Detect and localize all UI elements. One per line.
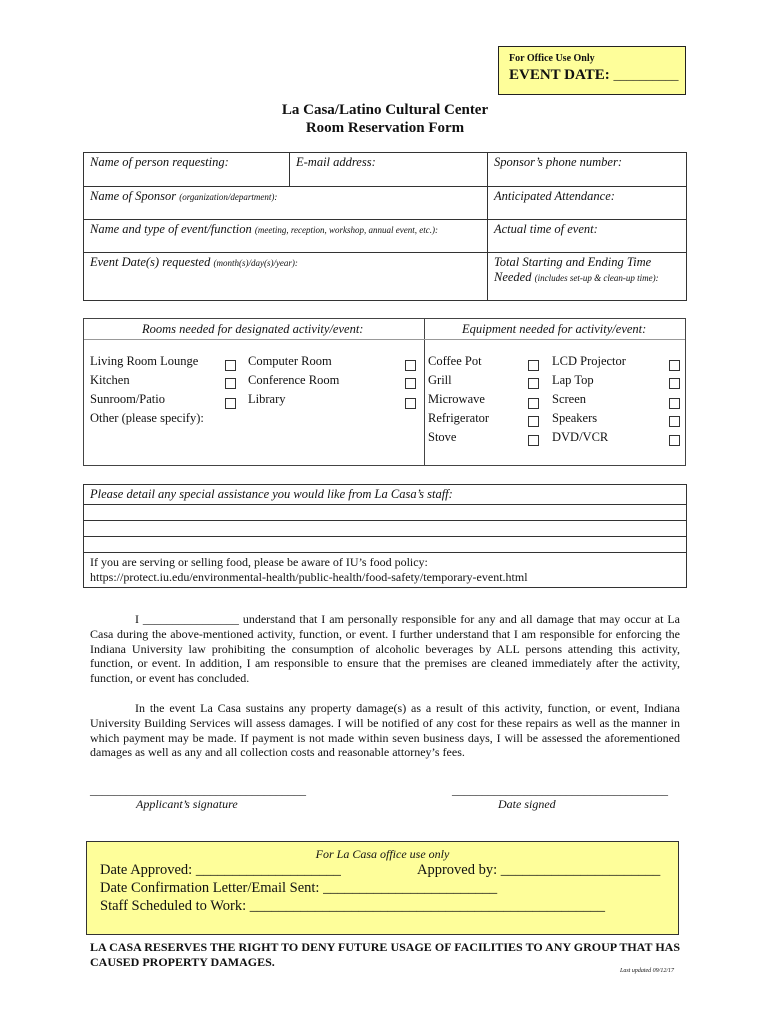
event-type-label: Name and type of event/function xyxy=(90,222,252,236)
checkbox-grill[interactable] xyxy=(528,378,539,389)
last-updated: Last updated 09/12/17 xyxy=(620,968,675,974)
checkbox-laptop[interactable] xyxy=(669,378,680,389)
sponsor-name-field[interactable] xyxy=(84,187,488,220)
attendance-label: Anticipated Attendance: xyxy=(494,189,615,203)
event-dates-label: Event Date(s) requested xyxy=(90,255,211,269)
total-time-field[interactable] xyxy=(488,253,687,301)
equip-stove: Stove xyxy=(428,430,457,444)
needed-label: Needed xyxy=(494,270,532,284)
equip-laptop: Lap Top xyxy=(552,373,594,387)
checkbox-lcd-projector[interactable] xyxy=(669,360,680,371)
equip-dvd-vcr: DVD/VCR xyxy=(552,430,609,444)
header-rule xyxy=(84,339,685,340)
room-kitchen: Kitchen xyxy=(90,373,130,387)
name-requesting-field[interactable] xyxy=(84,153,290,187)
email-field[interactable] xyxy=(290,153,488,187)
form-title: La Casa/Latino Cultural Center xyxy=(281,102,489,118)
assistance-line-2[interactable] xyxy=(84,521,687,537)
checkbox-refrigerator[interactable] xyxy=(528,416,539,427)
email-label: E-mail address: xyxy=(296,155,376,169)
assistance-line-1[interactable] xyxy=(84,505,687,521)
checkbox-conference[interactable] xyxy=(405,378,416,389)
room-library: Library xyxy=(248,392,286,406)
sponsor-name-label: Name of Sponsor xyxy=(90,189,177,203)
form-subtitle: Room Reservation Form xyxy=(305,120,465,136)
food-policy-link[interactable]: https://protect.iu.edu/environmental-health/public-health/food-safety/temporary-event.html xyxy=(90,570,528,584)
date-signed-line[interactable]: ____________________________________ xyxy=(452,783,668,797)
checkbox-kitchen[interactable] xyxy=(225,378,236,389)
responsibility-paragraph: I ________________ understand that I am personally responsible for any and all damage that may occur at La Casa during the above-mentioned activity, function, or event. I further understand that I am responsible for enforcing the Indiana University law prohibiting the consumption of alcoholic beverages by ALL persons attending this activity, function, or event. In addition, I am responsible to ensure that the premises are cleaned immediately after the activity, function, or event has concluded. xyxy=(90,612,680,686)
column-divider xyxy=(424,319,425,465)
office-use-bottom-box xyxy=(86,841,679,935)
checkbox-library[interactable] xyxy=(405,398,416,409)
usage-warning: LA CASA RESERVES THE RIGHT TO DENY FUTURE USAGE OF FACILITIES TO ANY GROUP THAT HAS CAUSED PROPERTY DAMAGES. xyxy=(90,940,680,969)
actual-time-label: Actual time of event: xyxy=(494,222,598,236)
room-sunroom: Sunroom/Patio xyxy=(90,392,166,406)
event-type-hint: (meeting, reception, workshop, annual event, etc.): xyxy=(254,225,439,235)
checkbox-speakers[interactable] xyxy=(669,416,680,427)
sponsor-phone-label: Sponsor’s phone number: xyxy=(494,155,623,169)
event-date-label xyxy=(509,67,678,84)
assistance-line-3[interactable] xyxy=(84,537,687,553)
checkbox-microwave[interactable] xyxy=(528,398,539,409)
checkbox-living-room[interactable] xyxy=(225,360,236,371)
equip-grill: Grill xyxy=(428,373,452,387)
date-signed-label: Date signed xyxy=(498,797,556,811)
sponsor-phone-field[interactable] xyxy=(488,153,687,187)
event-dates-hint: (month(s)/day(s)/year): xyxy=(213,258,298,268)
checkbox-sunroom[interactable] xyxy=(225,398,236,409)
food-policy-text: If you are serving or selling food, please be aware of IU’s food policy: xyxy=(90,555,428,569)
equip-microwave: Microwave xyxy=(428,392,485,406)
applicant-signature-line[interactable]: ____________________________________ xyxy=(90,783,306,797)
attendance-field[interactable] xyxy=(488,187,687,220)
checkbox-coffee-pot[interactable] xyxy=(528,360,539,371)
event-dates-field[interactable] xyxy=(84,253,488,301)
office-bottom-heading: For La Casa office use only xyxy=(315,847,450,861)
needed-hint: (includes set-up & clean-up time): xyxy=(534,273,659,283)
rooms-equipment-box xyxy=(83,318,686,466)
equipment-heading: Equipment needed for activity/event: xyxy=(462,322,647,336)
assistance-label: Please detail any special assistance you would like from La Casa’s staff: xyxy=(90,487,453,501)
name-requesting-label: Name of person requesting: xyxy=(90,155,229,169)
rooms-heading: Rooms needed for designated activity/event: xyxy=(142,322,364,336)
total-time-label: Total Starting and Ending Time xyxy=(494,255,652,269)
event-date-text: EVENT DATE: xyxy=(509,67,610,83)
office-use-label: For Office Use Only xyxy=(509,53,595,64)
equip-lcd-projector: LCD Projector xyxy=(552,354,626,368)
applicant-signature-label: Applicant’s signature xyxy=(136,797,238,811)
office-use-box xyxy=(498,46,686,95)
food-policy-row xyxy=(84,553,687,588)
room-other: Other (please specify): xyxy=(90,411,204,425)
checkbox-dvd-vcr[interactable] xyxy=(669,435,680,446)
room-living-room: Living Room Lounge xyxy=(90,354,199,368)
equip-speakers: Speakers xyxy=(552,411,598,425)
equip-screen: Screen xyxy=(552,392,587,406)
sponsor-name-hint: (organization/department): xyxy=(179,192,278,202)
checkbox-stove[interactable] xyxy=(528,435,539,446)
equip-refrigerator: Refrigerator xyxy=(428,411,490,425)
room-conference: Conference Room xyxy=(248,373,340,387)
approved-by-field[interactable]: Approved by: ______________________ xyxy=(417,862,661,878)
damages-paragraph: In the event La Casa sustains any property damage(s) as a result of this activity, function, or event, Indiana University Building Services will assess damages. I will be notified of any cost for these repairs as well as the manner in which payment may be made. If payment is not made within seven business days, I will be assessed the aforementioned damages as well as any and all collection costs and reasonable attorney’s fees. xyxy=(90,701,680,760)
assistance-table xyxy=(83,484,687,588)
event-type-field[interactable] xyxy=(84,220,488,253)
assistance-label-row[interactable] xyxy=(84,485,687,505)
room-computer: Computer Room xyxy=(248,354,332,368)
actual-time-field[interactable] xyxy=(488,220,687,253)
staff-scheduled-field[interactable]: Staff Scheduled to Work: _________________________________________________ xyxy=(100,898,605,914)
checkbox-screen[interactable] xyxy=(669,398,680,409)
checkbox-computer[interactable] xyxy=(405,360,416,371)
event-date-blank[interactable]: __________ xyxy=(613,67,679,82)
confirmation-sent-field[interactable]: Date Confirmation Letter/Email Sent: ________________________ xyxy=(100,880,498,896)
equip-coffee-pot: Coffee Pot xyxy=(428,354,482,368)
date-approved-field[interactable]: Date Approved: ____________________ xyxy=(100,862,341,878)
requester-info-table xyxy=(83,152,687,301)
